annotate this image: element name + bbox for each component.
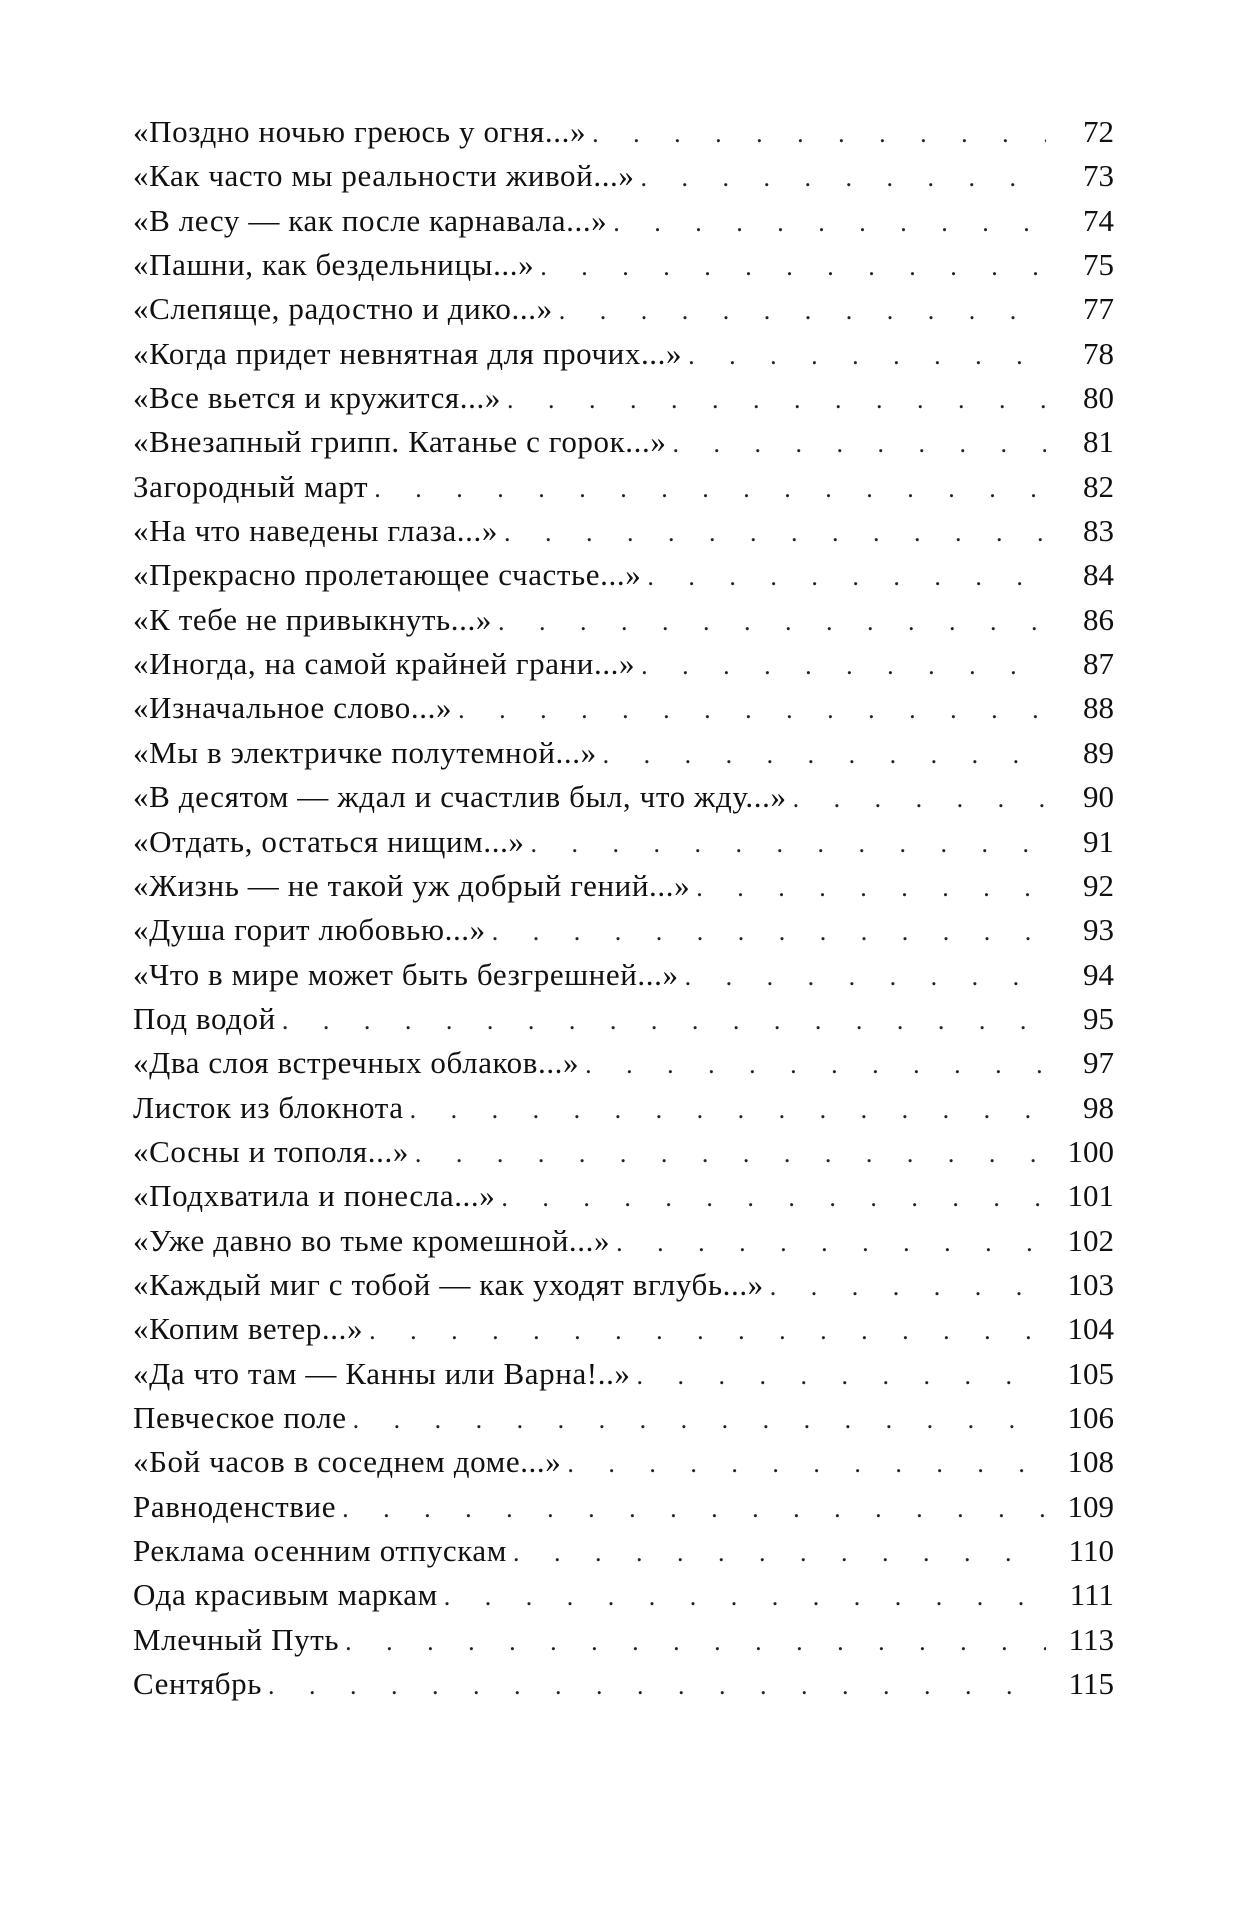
toc-entry-page-number: 72 <box>1083 114 1114 149</box>
toc-dot-leader <box>685 955 1046 999</box>
toc-dot-leader <box>567 1442 1046 1486</box>
toc-dot-leader <box>531 822 1046 866</box>
toc-entry <box>133 1440 1114 1484</box>
toc-entry-title: «В лесу — как после карнавала...» <box>133 202 608 238</box>
toc-entry-title: «Когда придет невнятная для прочих...» <box>133 335 683 371</box>
toc-entry-title: Ода красивым маркам <box>133 1577 438 1613</box>
toc-entry-page-number: 92 <box>1083 867 1114 903</box>
toc-entry-title: «Отдать, остаться нищим...» <box>133 823 525 859</box>
toc-dot-leader <box>353 1398 1046 1442</box>
table-of-contents <box>133 110 1114 1706</box>
toc-entry-page-number: 86 <box>1083 601 1114 637</box>
toc-dot-leader <box>282 999 1046 1043</box>
toc-entry <box>133 332 1114 376</box>
toc-entry-page-number: 104 <box>1067 1311 1114 1347</box>
toc-dot-leader <box>696 866 1046 910</box>
toc-entry <box>133 1041 1114 1085</box>
toc-entry-title: «Все вьется и кружится...» <box>133 380 501 416</box>
toc-entry <box>133 1174 1114 1218</box>
toc-entry <box>133 420 1114 464</box>
toc-entry <box>133 199 1114 243</box>
toc-entry <box>133 1396 1114 1440</box>
toc-entry-title: Млечный Путь <box>133 1621 340 1657</box>
toc-entry-title: Равноденствие <box>133 1488 337 1524</box>
toc-dot-leader <box>793 777 1046 821</box>
toc-dot-leader <box>603 733 1046 777</box>
toc-dot-leader <box>688 334 1046 378</box>
toc-dot-leader <box>268 1664 1046 1708</box>
toc-entry-title: «Иногда, на самой крайней грани...» <box>133 646 636 682</box>
toc-entry-page-number: 95 <box>1083 1000 1114 1036</box>
toc-entry-title: Реклама осенним отпускам <box>133 1533 507 1568</box>
toc-dot-leader <box>492 910 1046 954</box>
toc-entry-title: «Прекрасно пролетающее счастье...» <box>133 557 642 593</box>
toc-entry-page-number: 106 <box>1067 1399 1114 1435</box>
toc-entry-title: «Мы в электричке полутемной...» <box>133 734 597 770</box>
toc-dot-leader <box>637 1354 1046 1398</box>
toc-entry-title: «В десятом — ждал и счастлив был, что жду...» <box>133 779 787 815</box>
toc-entry-page-number: 81 <box>1083 424 1114 460</box>
toc-entry <box>133 1573 1114 1617</box>
toc-entry-page-number: 74 <box>1083 202 1114 238</box>
toc-dot-leader <box>458 688 1046 732</box>
toc-entry <box>133 997 1114 1041</box>
toc-entry-page-number: 91 <box>1083 823 1114 859</box>
toc-dot-leader <box>410 1088 1046 1132</box>
toc-entry-title: «Да что там — Канны или Варна!..» <box>133 1355 631 1391</box>
toc-entry-page-number: 108 <box>1067 1444 1114 1480</box>
toc-entry-page-number: 90 <box>1083 779 1114 815</box>
toc-entry-title: «Изначальное слово...» <box>133 690 453 726</box>
toc-entry <box>133 154 1114 198</box>
toc-entry-page-number: 110 <box>1068 1533 1114 1568</box>
toc-entry <box>133 953 1114 997</box>
toc-entry <box>133 864 1114 908</box>
toc-entry-title: «Подхватила и понесла...» <box>133 1178 496 1214</box>
toc-entry <box>133 598 1114 642</box>
toc-entry-page-number: 115 <box>1068 1666 1114 1702</box>
toc-entry-page-number: 101 <box>1067 1178 1114 1214</box>
toc-entry-page-number: 105 <box>1067 1355 1114 1391</box>
toc-entry-title: «На что наведены глаза...» <box>133 513 498 549</box>
toc-entry-title: «Что в мире может быть безгрешней...» <box>133 956 679 992</box>
toc-dot-leader <box>345 1620 1046 1664</box>
toc-entry <box>133 686 1114 730</box>
toc-entry-page-number: 113 <box>1068 1621 1114 1657</box>
toc-entry <box>133 1485 1114 1529</box>
toc-entry-title: Под водой <box>133 1000 276 1036</box>
toc-dot-leader <box>444 1575 1046 1619</box>
toc-entry-page-number: 75 <box>1083 247 1114 283</box>
toc-entry-title: «Каждый миг с тобой — как уходят вглубь...» <box>133 1266 764 1302</box>
toc-entry-page-number: 87 <box>1083 646 1114 682</box>
toc-entry-page-number: 94 <box>1083 956 1114 992</box>
toc-entry <box>133 1662 1114 1706</box>
toc-entry-title: «Жизнь — не такой уж добрый гений...» <box>133 867 691 903</box>
toc-dot-leader <box>369 1309 1046 1353</box>
toc-entry-page-number: 98 <box>1083 1089 1114 1125</box>
toc-entry-page-number: 78 <box>1083 335 1114 371</box>
toc-entry-page-number: 82 <box>1083 468 1114 504</box>
toc-entry <box>133 1618 1114 1662</box>
toc-dot-leader <box>559 289 1046 333</box>
toc-dot-leader <box>540 245 1046 289</box>
toc-entry-page-number: 97 <box>1083 1045 1114 1081</box>
toc-dot-leader <box>501 1176 1046 1220</box>
toc-entry-page-number: 100 <box>1067 1133 1114 1169</box>
toc-entry <box>133 376 1114 420</box>
toc-entry-page-number: 77 <box>1083 291 1114 327</box>
toc-dot-leader <box>342 1487 1046 1531</box>
toc-entry <box>133 509 1114 553</box>
toc-dot-leader <box>770 1265 1046 1309</box>
toc-entry <box>133 1352 1114 1396</box>
toc-entry-title: «Сосны и тополя...» <box>133 1133 409 1169</box>
toc-entry-title: «К тебе не привыкнуть...» <box>133 601 492 637</box>
toc-entry-title: «Бой часов в соседнем доме...» <box>133 1444 562 1480</box>
toc-entry <box>133 243 1114 287</box>
toc-entry <box>133 287 1114 331</box>
toc-entry <box>133 731 1114 775</box>
toc-dot-leader <box>647 555 1046 599</box>
toc-dot-leader <box>507 378 1046 422</box>
toc-entry <box>133 1307 1114 1351</box>
toc-entry-page-number: 83 <box>1083 513 1114 549</box>
toc-entry <box>133 1263 1114 1307</box>
toc-entry <box>133 642 1114 686</box>
toc-entry <box>133 1130 1114 1174</box>
toc-entry-page-number: 103 <box>1067 1266 1114 1302</box>
toc-entry <box>133 1086 1114 1130</box>
toc-dot-leader <box>672 422 1046 466</box>
toc-entry-page-number: 84 <box>1083 557 1114 593</box>
toc-entry-title: «Слепяще, радостно и дико...» <box>133 291 553 327</box>
toc-dot-leader <box>513 1531 1046 1575</box>
toc-entry-title: «Поздно ночью греюсь у огня...» <box>133 114 587 149</box>
toc-entry-title: Сентябрь <box>133 1666 263 1702</box>
toc-entry <box>133 1529 1114 1573</box>
toc-dot-leader <box>504 511 1046 555</box>
toc-entry <box>133 1219 1114 1263</box>
toc-entry-title: «Уже давно во тьме кромешной...» <box>133 1222 611 1258</box>
toc-dot-leader <box>616 1221 1046 1265</box>
toc-entry <box>133 110 1114 154</box>
toc-entry-title: «Копим ветер...» <box>133 1311 364 1347</box>
toc-dot-leader <box>613 201 1046 245</box>
toc-entry <box>133 820 1114 864</box>
toc-entry-page-number: 111 <box>1069 1577 1114 1613</box>
toc-entry <box>133 908 1114 952</box>
toc-entry-page-number: 93 <box>1083 912 1114 948</box>
toc-entry-title: «Как часто мы реальности живой...» <box>133 158 635 194</box>
toc-entry-page-number: 73 <box>1083 158 1114 194</box>
toc-dot-leader <box>592 112 1046 156</box>
toc-entry-title: Загородный март <box>133 468 369 504</box>
toc-entry-title: «Внезапный грипп. Катанье с горок...» <box>133 424 667 460</box>
toc-entry-title: Певческое поле <box>133 1399 347 1435</box>
toc-entry <box>133 553 1114 597</box>
toc-entry-title: Листок из блокнота <box>133 1089 404 1125</box>
toc-dot-leader <box>641 156 1047 200</box>
toc-dot-leader <box>641 644 1046 688</box>
toc-entry <box>133 465 1114 509</box>
toc-entry-page-number: 109 <box>1067 1488 1114 1524</box>
toc-dot-leader <box>374 467 1046 511</box>
toc-dot-leader <box>415 1132 1046 1176</box>
toc-entry-page-number: 102 <box>1067 1222 1114 1258</box>
toc-entry-page-number: 89 <box>1083 734 1114 770</box>
toc-entry-title: «Два слоя встречных облаков...» <box>133 1045 580 1081</box>
toc-dot-leader <box>498 600 1046 644</box>
toc-entry <box>133 775 1114 819</box>
toc-entry-page-number: 80 <box>1083 380 1114 416</box>
toc-dot-leader <box>585 1043 1046 1087</box>
toc-entry-title: «Пашни, как бездельницы...» <box>133 247 535 283</box>
toc-entry-title: «Душа горит любовью...» <box>133 912 486 948</box>
toc-entry-page-number: 88 <box>1083 690 1114 726</box>
